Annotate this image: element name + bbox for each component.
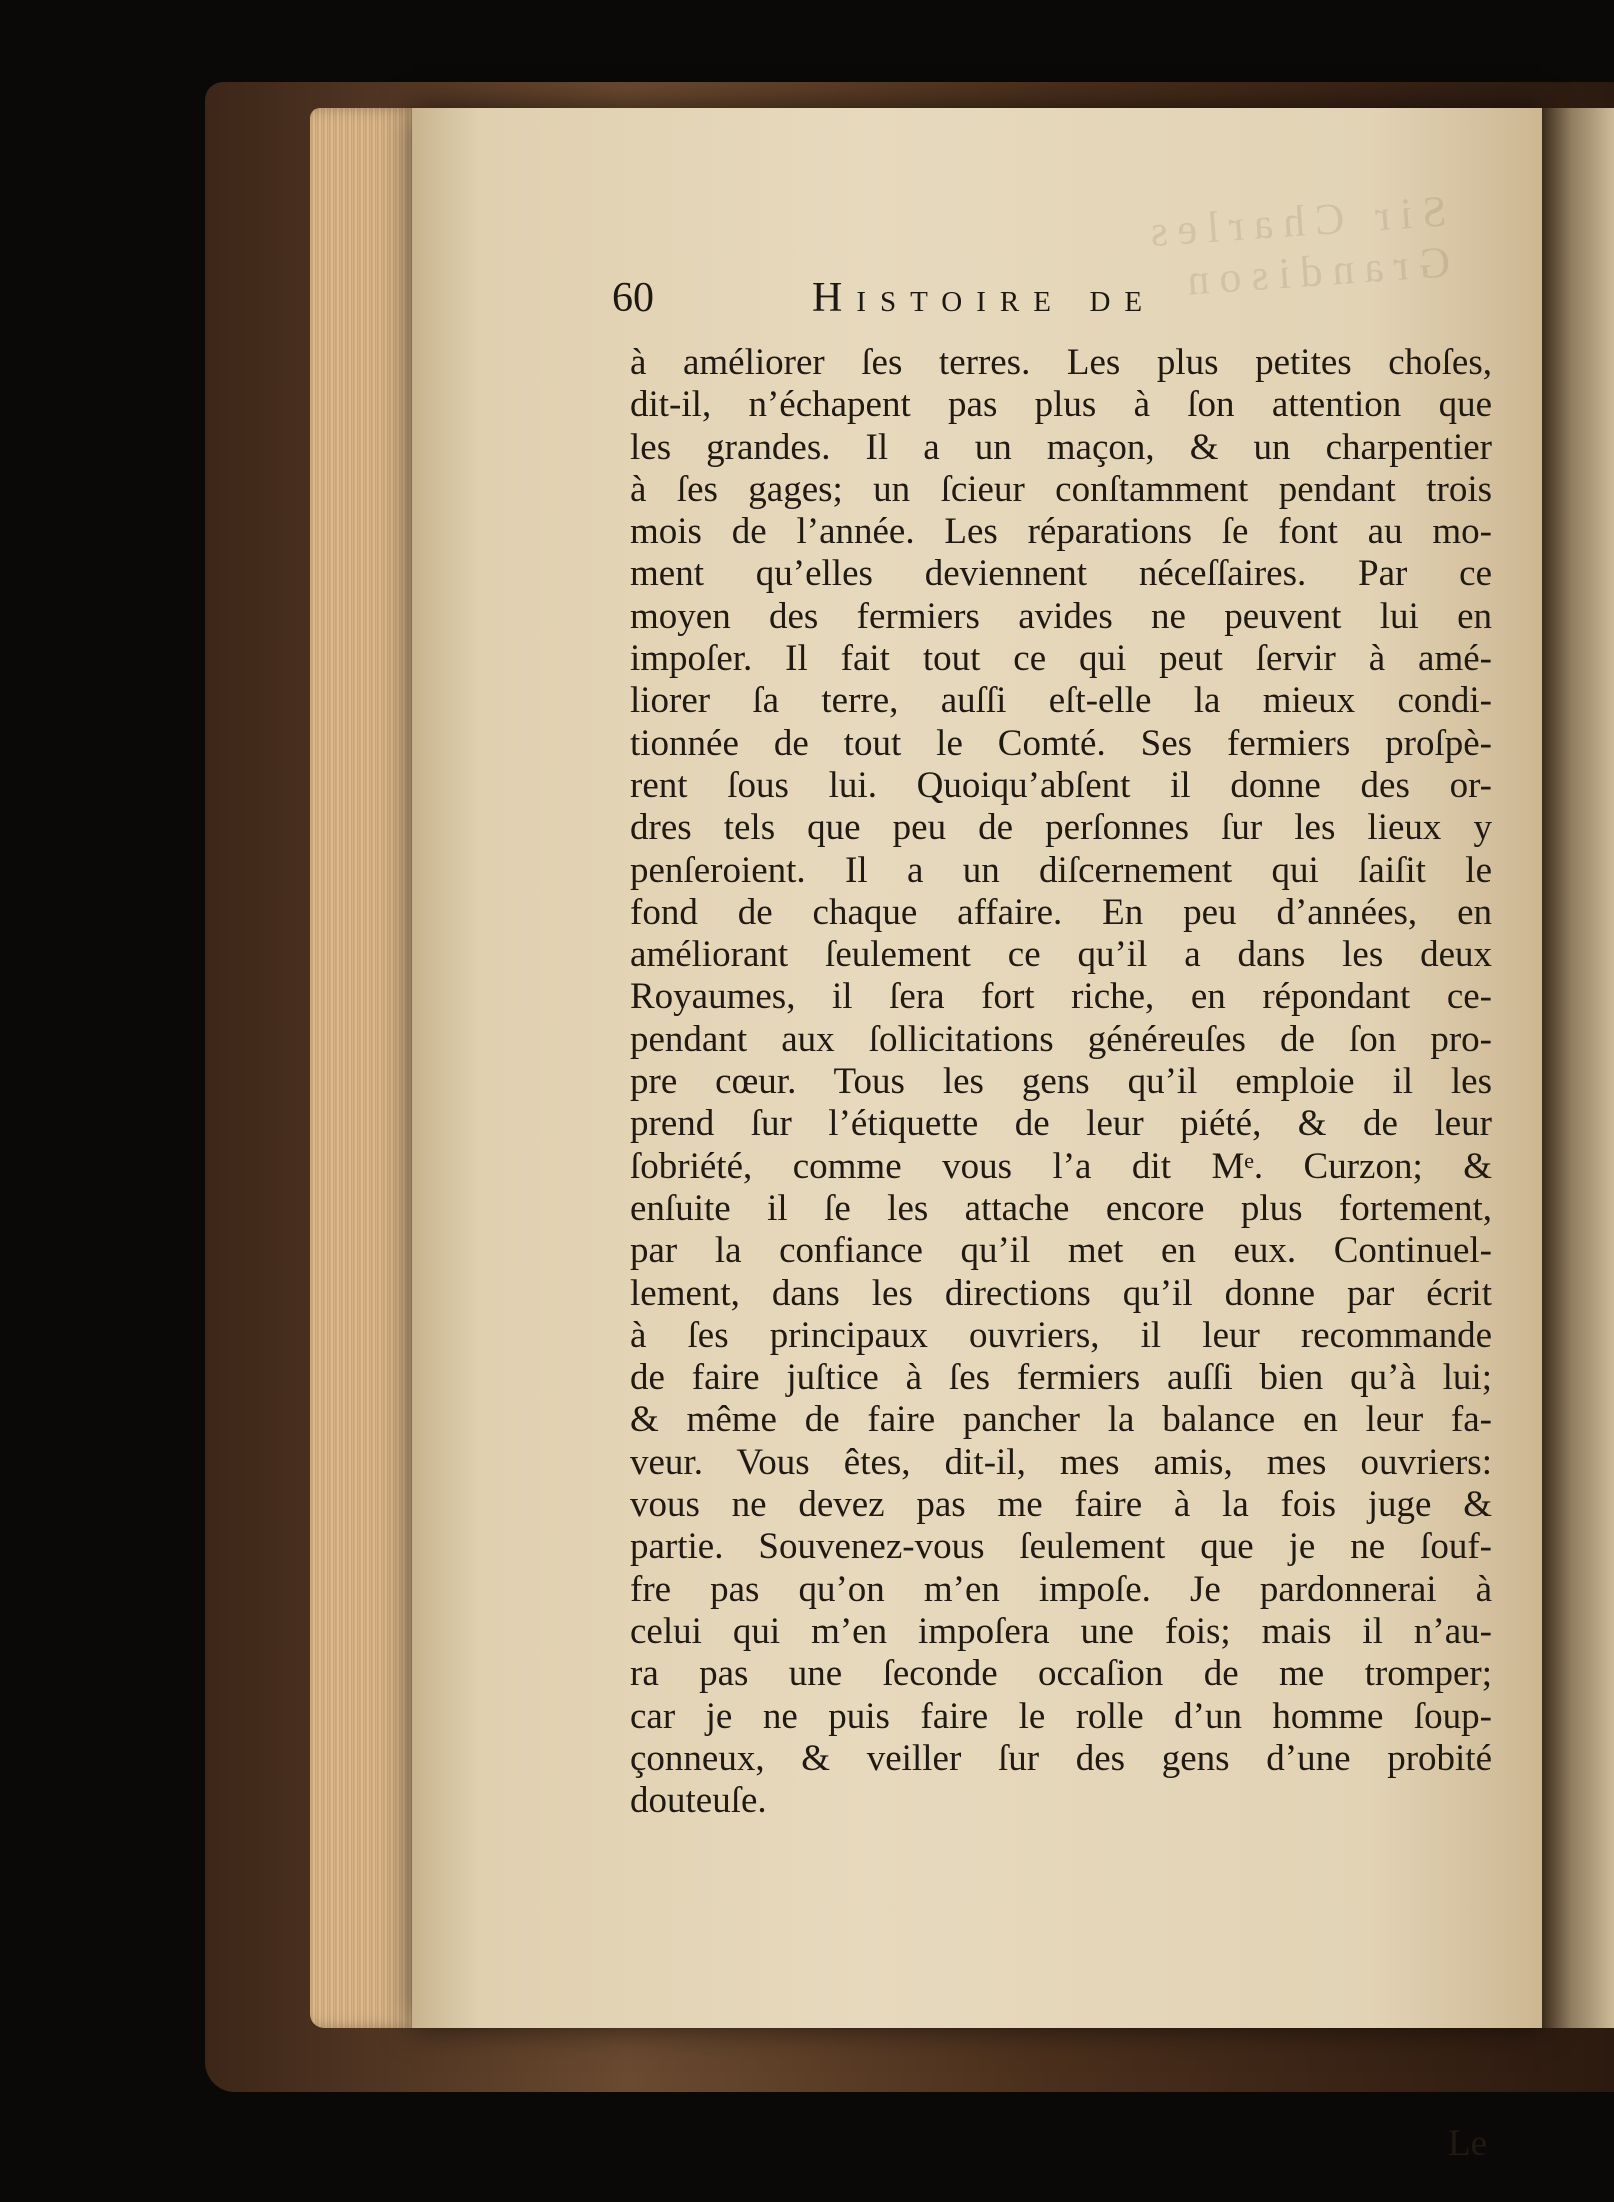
text-line: fond de chaque affaire. En peu d’années, en: [630, 891, 1492, 933]
text-line: pendant aux ſollicitations généreuſes de ſon pro-: [630, 1018, 1492, 1060]
text-line: prend ſur l’étiquette de leur piété, & de leur: [630, 1103, 1492, 1145]
text-line: les grandes. Il a un maçon, & un charpentier: [630, 426, 1492, 468]
book-gutter: [1542, 108, 1614, 2028]
bleed-through-text: Sir Charles Grandison: [1138, 186, 1452, 306]
text-line: ra pas une ſeconde occaſion de me tromper;: [630, 1653, 1492, 1695]
text-line: Royaumes, il ſera fort riche, en répondant ce-: [630, 976, 1492, 1018]
text-line: lement, dans les directions qu’il donne par écrit: [630, 1272, 1492, 1314]
text-line: veur. Vous êtes, dit-il, mes amis, mes ouvriers:: [630, 1441, 1492, 1483]
running-title: Histoire de: [812, 275, 1157, 321]
text-line: améliorant ſeulement ce qu’il a dans les deux: [630, 934, 1492, 976]
text-line: de faire juſtice à ſes fermiers auſſi bien qu’à lui;: [630, 1357, 1492, 1399]
text-line: mois de l’année. Les réparations ſe font au mo-: [630, 511, 1492, 553]
text-line: penſeroient. Il a un diſcernement qui ſaiſit le: [630, 849, 1492, 891]
text-line: par la confiance qu’il met en eux. Continuel-: [630, 1230, 1492, 1272]
text-line: fre pas qu’on m’en impoſe. Je pardonnerai à: [630, 1568, 1492, 1610]
text-line: dit-il, n’échapent pas plus à ſon attention que: [630, 384, 1492, 426]
text-line: car je ne puis faire le rolle d’un homme ſoup-: [630, 1695, 1492, 1737]
text-line: enſuite il ſe les attache encore plus fortement,: [630, 1187, 1492, 1229]
page-number: 60: [612, 275, 654, 321]
text-line: ment qu’elles deviennent néceſſaires. Par ce: [630, 553, 1492, 595]
text-line: partie. Souvenez-vous ſeulement que je ne ſouf-: [630, 1526, 1492, 1568]
body-text: [630, 342, 1492, 1822]
text-line: dres tels que peu de perſonnes ſur les lieux y: [630, 807, 1492, 849]
page-edges: [310, 108, 425, 2028]
text-line: rent ſous lui. Quoiqu’abſent il donne des or-: [630, 764, 1492, 806]
text-line: ſobriété, comme vous l’a dit Mᵉ. Curzon; &: [630, 1145, 1492, 1187]
text-line: liorer ſa terre, auſſi eſt-elle la mieux condi-: [630, 680, 1492, 722]
text-line: tionnée de tout le Comté. Ses fermiers proſpè-: [630, 722, 1492, 764]
text-line: celui qui m’en impoſera une fois; mais il n’au-: [630, 1610, 1492, 1652]
text-line: pre cœur. Tous les gens qu’il emploie il les: [630, 1061, 1492, 1103]
text-line: à améliorer ſes terres. Les plus petites choſes,: [630, 342, 1492, 383]
text-line: douteuſe.: [630, 1780, 767, 1822]
text-line: impoſer. Il fait tout ce qui peut ſervir à amé-: [630, 638, 1492, 680]
text-line: moyen des fermiers avides ne peuvent lui en: [630, 595, 1492, 637]
page-header: [612, 274, 1312, 326]
catchword: Le: [1448, 2123, 1488, 2164]
text-line: çonneux, & veiller ſur des gens d’une probité: [630, 1737, 1492, 1779]
text-line: à ſes gages; un ſcieur conſtamment pendant trois: [630, 468, 1492, 510]
text-line: à ſes principaux ouvriers, il leur recommande: [630, 1314, 1492, 1356]
text-line: vous ne devez pas me faire à la fois juge &: [630, 1484, 1492, 1526]
text-line: & même de faire pancher la balance en leur fa-: [630, 1399, 1492, 1441]
